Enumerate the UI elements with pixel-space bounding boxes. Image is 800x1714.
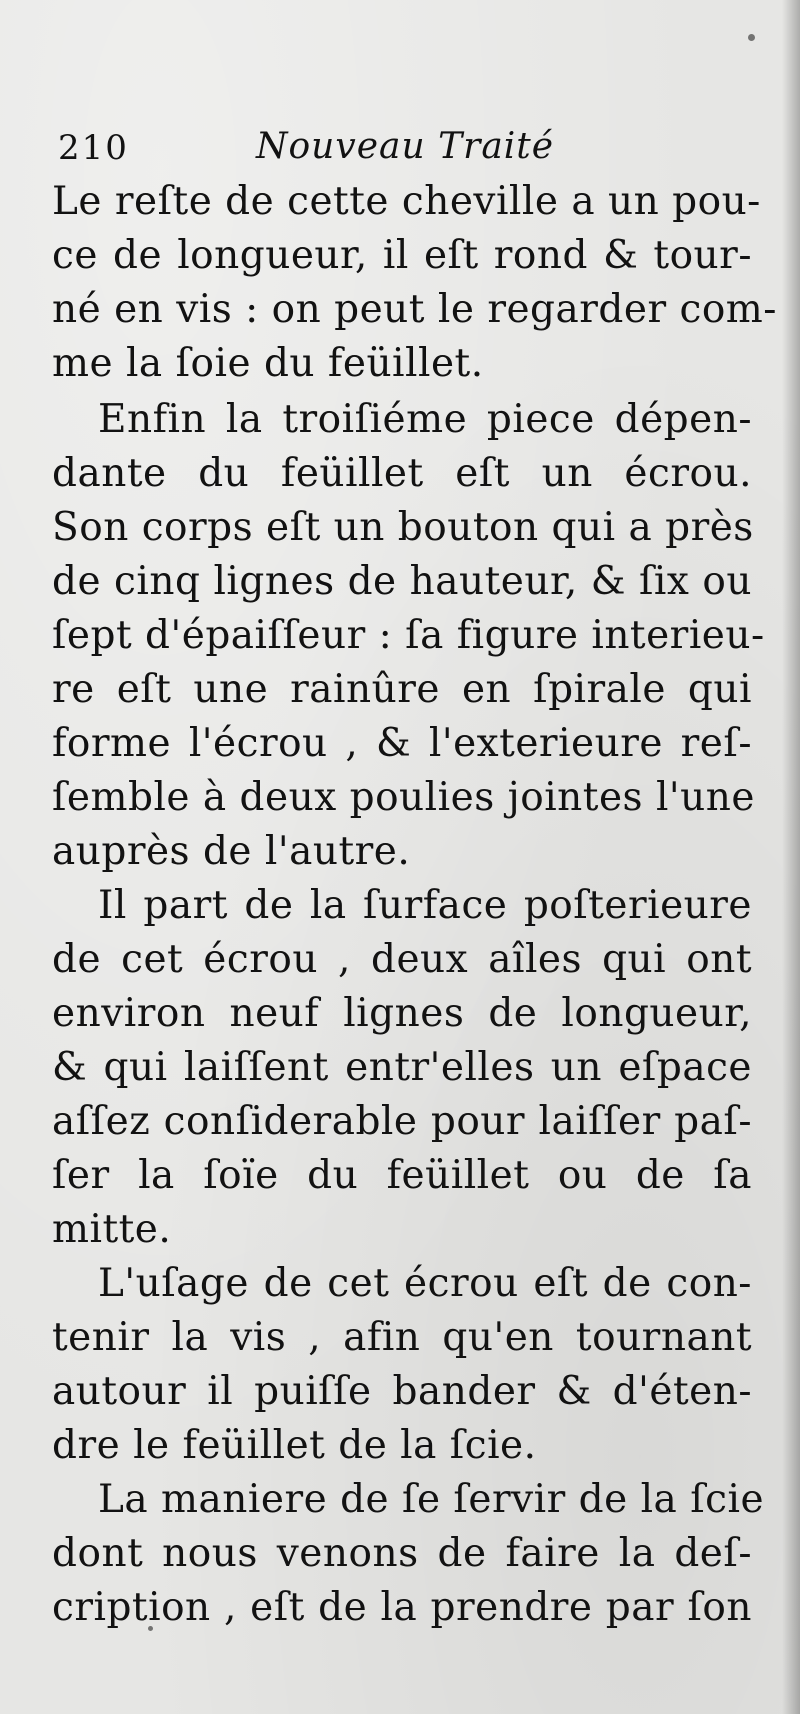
text-line: de cet écrou , deux aîles qui ont <box>52 937 752 982</box>
text-line: ce de longueur, il eſt rond & tour- <box>52 233 752 278</box>
text-line: tenir la vis , afin qu'en tournant <box>52 1315 752 1360</box>
text-line: Enfin la troiſiéme piece dépen- <box>98 397 752 442</box>
text-line: Le reſte de cette cheville a un pou- <box>52 179 761 224</box>
page-number: 210 <box>58 128 129 168</box>
text-line: Il part de la ſurface poſterieure <box>98 883 752 928</box>
text-line: cription , eſt de la prendre par ſon <box>52 1585 752 1630</box>
text-line: autour il puiſſe bander & d'éten- <box>52 1369 752 1414</box>
text-line: de cinq lignes de hauteur, & ſix ou <box>52 559 752 604</box>
text-line: auprès de l'autre. <box>52 829 411 874</box>
ink-speck <box>748 34 755 41</box>
text-line: La maniere de ſe ſervir de la ſcie <box>98 1477 765 1522</box>
text-line: L'uſage de cet écrou eſt de con- <box>98 1261 752 1306</box>
text-line: aſſez conſiderable pour laiſſer paſ- <box>52 1099 752 1144</box>
text-line: re eſt une rainûre en ſpirale qui <box>52 667 752 712</box>
page-header <box>58 128 698 178</box>
text-line: ſemble à deux poulies jointes l'une <box>52 775 755 820</box>
text-line: mitte. <box>52 1207 172 1252</box>
running-title: Nouveau Traité <box>256 126 555 167</box>
text-line: environ neuf lignes de longueur, <box>52 991 752 1036</box>
text-line: & qui laiſſent entr'elles un eſpace <box>52 1045 752 1090</box>
page-edge-shadow <box>782 0 800 1714</box>
text-line: Son corps eſt un bouton qui a près <box>52 505 754 550</box>
text-line: dre le feüillet de la ſcie. <box>52 1423 537 1468</box>
text-line: ſept d'épaiſſeur : ſa figure interieu- <box>52 613 765 658</box>
text-line: ſer la ſoïe du feüillet ou de ſa <box>52 1153 752 1198</box>
text-line: dont nous venons de faire la deſ- <box>52 1531 752 1576</box>
text-line: me la ſoie du feüillet. <box>52 341 484 386</box>
text-line: né en vis : on peut le regarder com- <box>52 287 777 332</box>
text-line: dante du feüillet eſt un écrou. <box>52 451 752 496</box>
text-line: forme l'écrou , & l'exterieure reſ- <box>52 721 752 766</box>
